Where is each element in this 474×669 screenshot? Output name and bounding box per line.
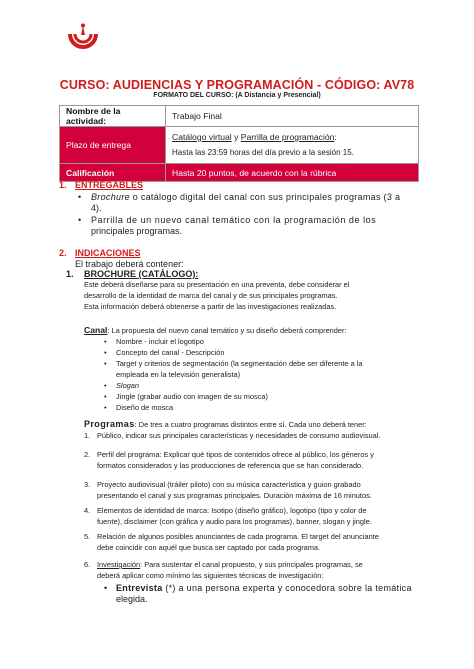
prog-item-4-line2: fuente), disclaimer (con gráfica y audio para los programas), banner, slogan y jingle. <box>97 517 372 526</box>
brochure-para-3: Esta información deberá obtenerse a partir de las investigaciones realizadas. <box>84 302 337 311</box>
inv-number: 6. <box>84 560 91 569</box>
bullet-icon: • <box>104 392 107 401</box>
prog-item-4-line1: Elementos de identidad de marca: Isotipo (diseño gráfico), logotipo (tipo y color de <box>97 506 367 515</box>
brochure-para-2: desarrollo de la identidad de marca del canal y de sus principales programas. <box>84 291 338 300</box>
canal-item-cont: empleada en la televisión generalista) <box>116 370 241 379</box>
canal-text: : La propuesta del nuevo canal temático y su diseño deberá comprender: <box>107 326 347 335</box>
bullet-icon: • <box>104 359 107 368</box>
prog-item-number: 4. <box>84 506 91 515</box>
delivery-label: Plazo de entrega <box>60 127 166 164</box>
prog-item-3-line2: presentando el canal y sus programas principales. Duración máxima de 16 minutos. <box>97 491 372 500</box>
inv-label: Investigación <box>97 560 141 569</box>
inv-line2: deberá aplicar como mínimo las siguientes técnicas de investigación: <box>97 571 324 580</box>
prog-item-1: Público, indicar sus principales características y necesidades de consumo audiovisual. <box>97 431 381 440</box>
bullet-icon: • <box>104 403 107 412</box>
section-1-heading: ENTREGABLES <box>75 180 144 190</box>
canal-line <box>84 325 347 337</box>
prog-item-5-line1: Relación de algunos posibles anunciantes de cada programa. El target del anunciante <box>97 532 379 541</box>
prog-item-2-line1: Perfil del programa: Explicar qué tipos de contenidos ofrece al público, los géneros y <box>97 450 374 459</box>
canal-item: Nombre - incluir el logotipo <box>116 337 204 346</box>
deliverable-1-text: o catálogo digital del canal con sus principales programas (3 a <box>129 192 401 202</box>
canal-label: Canal <box>84 325 108 335</box>
programas-text: : De tres a cuatro programas distintos entre sí. Cada uno deberá tener: <box>134 420 367 429</box>
grade-label: Calificación <box>60 164 166 182</box>
section-2-heading: INDICACIONES <box>75 248 141 258</box>
prog-item-number: 2. <box>84 450 91 459</box>
section-2-intro: El trabajo deberá contener: <box>75 259 184 269</box>
bullet-icon: • <box>78 215 82 225</box>
inv-line1 <box>97 560 363 571</box>
entrevista-line <box>116 583 412 593</box>
prog-item-number: 1. <box>84 431 91 440</box>
prog-item-3-line1: Proyecto audiovisual (tráiler piloto) con su música característica y guion grabado <box>97 480 361 489</box>
delivery-and: y <box>231 132 241 142</box>
prog-item-5-line2: debe coincidir con aquél que busca ser captado por cada programa. <box>97 543 321 552</box>
brochure-term: Brochure <box>91 192 130 202</box>
deliverable-2-line1: Parrilla de un nuevo canal temático con la programación de los <box>91 215 377 225</box>
bullet-icon: • <box>104 348 107 357</box>
canal-item: Concepto del canal - Descripción <box>116 348 225 357</box>
programas-label: Programas <box>84 419 135 429</box>
bullet-icon: • <box>78 192 82 202</box>
prog-item-number: 5. <box>84 532 91 541</box>
activity-info-table <box>59 105 419 182</box>
bullet-icon: • <box>104 381 107 390</box>
bullet-icon: • <box>104 583 108 593</box>
prog-item-2-line2: formatos considerados y las producciones de referencia que se han considerado. <box>97 461 364 470</box>
inv-text: : Para sustentar el canal propuesto, y sus principales programas, se <box>140 560 363 569</box>
entrevista-cont: elegida. <box>116 594 148 604</box>
activity-value: Trabajo Final <box>166 106 419 127</box>
bullet-icon: • <box>104 337 107 346</box>
brochure-heading: BROCHURE (CATÁLOGO): <box>84 269 199 279</box>
canal-item: Slogan <box>116 381 140 390</box>
prog-item-number: 3. <box>84 480 91 489</box>
entrevista-text: (*) a una persona experta y conocedora sobre la temática <box>162 583 412 593</box>
delivery-catalog: Catálogo virtual <box>172 132 232 142</box>
canal-item: Diseño de mosca <box>116 403 174 412</box>
course-title: CURSO: AUDIENCIAS Y PROGRAMACIÓN - CÓDIGO: AV78 <box>59 78 415 92</box>
course-format: FORMATO DEL CURSO: (A Distancia y Presencial) <box>153 92 321 99</box>
entrevista-label: Entrevista <box>116 583 163 593</box>
delivery-grid: Parrilla de programación <box>240 132 335 142</box>
sub-number: 1. <box>66 269 74 279</box>
grade-value: Hasta 20 puntos, de acuerdo con la rúbrica <box>166 164 419 182</box>
programas-line <box>84 419 367 431</box>
section-2-number: 2. <box>59 248 67 258</box>
deliverable-1 <box>91 192 400 202</box>
deliverable-2-line2: principales programas. <box>91 226 183 236</box>
canal-item: Target y criterios de segmentación (la segmentación debe ser diferente a la <box>116 359 363 368</box>
brochure-para-1: Este deberá diseñarse para su presentación en una preventa, debe considerar el <box>84 280 350 289</box>
canal-item: Jingle (grabar audio con imagen de su mosca) <box>116 392 269 401</box>
activity-label: Nombre de la actividad: <box>60 106 166 127</box>
university-logo <box>66 22 100 56</box>
section-1-number: 1. <box>59 180 67 190</box>
delivery-value <box>166 127 419 164</box>
deliverable-1-cont: 4). <box>91 203 102 213</box>
delivery-deadline: Hasta las 23:59 horas del día previo a la sesión 15. <box>172 148 354 157</box>
delivery-colon: : <box>334 132 337 142</box>
